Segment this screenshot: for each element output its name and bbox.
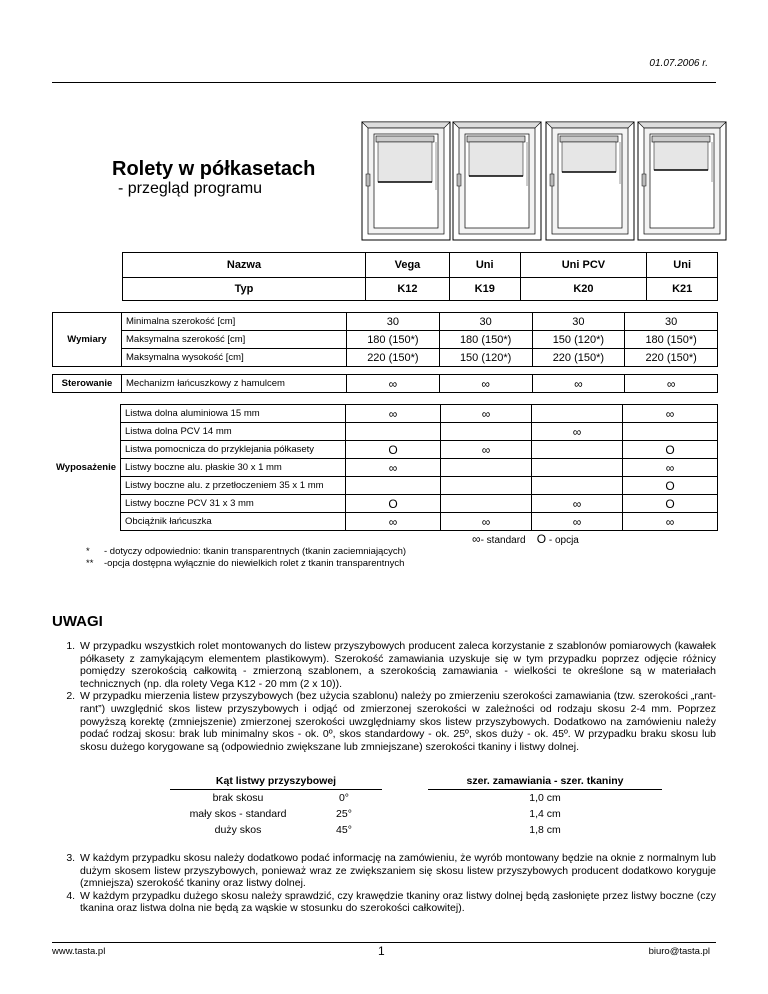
cell: ∞ (532, 495, 623, 513)
header-rule (52, 82, 716, 83)
type-col-1: K12 (366, 278, 450, 301)
row-label: Listwa dolna PCV 14 mm (121, 423, 346, 441)
blind-illustration-k12 (360, 120, 452, 242)
cell: ∞ (346, 405, 441, 423)
angle-name: brak skosu (212, 792, 264, 804)
angle-diff: 1,8 cm (529, 824, 561, 836)
cell: ∞ (532, 375, 625, 393)
group-wyposazenie: Wyposażenie (56, 462, 117, 473)
typ-label: Typ (123, 278, 366, 301)
cell: O (622, 477, 717, 495)
cell (441, 495, 532, 513)
angle-name: duży skos (214, 824, 262, 836)
cell: 220 (150*) (625, 349, 718, 367)
legend-standard-symbol: ∞ (472, 532, 481, 546)
cell: ∞ (622, 459, 717, 477)
uwagi-heading: UWAGI (52, 613, 103, 630)
cell: ∞ (441, 441, 532, 459)
row-label: Listwy boczne alu. płaskie 30 x 1 mm (121, 459, 346, 477)
cell: 150 (120*) (439, 349, 532, 367)
cell: O (346, 495, 441, 513)
uwagi-list-a (52, 640, 716, 753)
row-label: Mechanizm łańcuszkowy z hamulcem (122, 375, 347, 393)
cell: O (622, 495, 717, 513)
cell: ∞ (625, 375, 718, 393)
row-label: Maksymalna szerokość [cm] (122, 331, 347, 349)
blind-illustration-k20 (544, 120, 636, 242)
cell: ∞ (439, 375, 532, 393)
row-label: Minimalna szerokość [cm] (122, 313, 347, 331)
cell: 150 (120*) (532, 331, 625, 349)
cell (346, 423, 441, 441)
nazwa-label: Nazwa (123, 253, 366, 278)
cell (532, 405, 623, 423)
group-sterowanie: Sterowanie (53, 375, 122, 393)
cell: ∞ (441, 405, 532, 423)
document-subtitle: - przegląd programu (118, 180, 263, 197)
type-col-4: K21 (647, 278, 718, 301)
angle-table-wrap (170, 773, 662, 838)
cell: ∞ (346, 459, 441, 477)
cell: 30 (439, 313, 532, 331)
angle-header-right: szer. zamawiania - szer. tkaniny (428, 773, 662, 790)
row-label: Listwa pomocnicza do przyklejania półkasety (121, 441, 346, 459)
footnote-mark: * (86, 546, 90, 557)
cell: 220 (150*) (347, 349, 440, 367)
angle-value: 45° (336, 824, 352, 836)
footer-email: biuro@tasta.pl (648, 946, 710, 957)
cell: ∞ (347, 375, 440, 393)
uwagi-list-b (52, 852, 716, 915)
page-number: 1 (378, 944, 385, 958)
cell: ∞ (441, 513, 532, 531)
cell: 180 (150*) (439, 331, 532, 349)
footnote-text: -opcja dostępna wyłącznie do niewielkich rolet z tkanin transparentnych (104, 558, 405, 569)
legend-opcja-symbol: O (536, 532, 547, 546)
angle-header-left: Kąt listwy przyszybowej (170, 773, 382, 790)
cell (532, 477, 623, 495)
cell: ∞ (622, 405, 717, 423)
type-col-2: K19 (449, 278, 520, 301)
name-col-4: Uni (647, 253, 718, 278)
cell: O (622, 441, 717, 459)
blind-illustration-k19 (451, 120, 543, 242)
footnote-text: - dotyczy odpowiednio: tkanin transparentnych (tkanin zaciemniających) (104, 546, 407, 557)
angle-name: mały skos - standard (189, 808, 287, 820)
uwagi-item-2: 2. W przypadku mierzenia listew przyszybowych (bez użycia szablonu) należy po zmierzeniu szerokości zamawiania (tzw. szerokości „rant-rant”) uwzględnić skos listew przyszybowych i odjąć od zmierzonej szerokości w zależności od rodzaju skosu 2-4 mm. Poprzez powyższą korektę (zmniejszenie) zmierzonej szerokości uwzględniamy skos listew przyszybowych. Dodatkowo na zamówieniu należy podać rodzaj skosu: brak lub minimalny skos - ok. 0º, skos standardowy - ok. 25º, skos duży - ok. 45º. W przypadku braku skosu lub skosu dużego korygowane są (odpowiednio zwiększane lub zmniejszane) szerokości tkaniny i listwy dolnej. (78, 690, 716, 753)
cell: 220 (150*) (532, 349, 625, 367)
row-label: Maksymalna wysokość [cm] (122, 349, 347, 367)
wyposazenie-table (52, 404, 718, 531)
angle-diff: 1,4 cm (529, 808, 561, 820)
wymiary-table (52, 312, 718, 367)
name-col-2: Uni (449, 253, 520, 278)
cell (532, 441, 623, 459)
angle-table (170, 773, 662, 838)
cell: 180 (150*) (347, 331, 440, 349)
cell: 30 (625, 313, 718, 331)
cell (441, 459, 532, 477)
angle-value: 0° (338, 792, 350, 804)
type-col-3: K20 (520, 278, 647, 301)
angle-diff: 1,0 cm (529, 792, 561, 804)
name-col-3: Uni PCV (520, 253, 647, 278)
cell (441, 423, 532, 441)
name-col-1: Vega (366, 253, 450, 278)
cell: 30 (347, 313, 440, 331)
angle-value: 25° (336, 808, 352, 820)
document-date: 01.07.2006 r. (649, 58, 708, 69)
uwagi-item-3: 3. W każdym przypadku skosu należy dodatkowo podać informację na zamówieniu, że wyrób montowany będzie na oknie z normalnym lub dużym skosem listew przyszybowych, ponieważ wraz ze zwiększaniem się skosu listew przyszybowych producent dodatkowo koryguje (zmniejsza) szerokość tkaniny oraz listwy dolnej. (78, 852, 716, 890)
uwagi-item-1: 1. W przypadku wszystkich rolet montowanych do listew przyszybowych producent zaleca korzystanie z szablonów pomiarowych (kawałek półkasety z zamykającym elementem plastikowym). Szerokość zamawiania uzyskuje się w tym przypadku poprzez odjęcie różnicy pomiędzy szerokością całkowitą - zmierzoną szablonem, a szerokością zamawiania - wielkości te określone są w materiałach technicznych (np. dla rolety Vega K12 - 20 mm (2 x 10)). (78, 640, 716, 690)
cell: ∞ (346, 513, 441, 531)
footer-rule (52, 942, 716, 943)
footnotes (86, 546, 406, 570)
sterowanie-table (52, 374, 718, 393)
footnote-mark: ** (86, 558, 94, 569)
legend (472, 532, 579, 546)
cell (532, 459, 623, 477)
group-wymiary: Wymiary (53, 313, 122, 367)
row-label: Listwa dolna aluminiowa 15 mm (121, 405, 346, 423)
cell: O (346, 441, 441, 459)
cell (441, 477, 532, 495)
footer-website: www.tasta.pl (52, 946, 106, 957)
cell: ∞ (532, 513, 623, 531)
row-label: Listwy boczne PCV 31 x 3 mm (121, 495, 346, 513)
uwagi-item-4: 4. W każdym przypadku dużego skosu należy sprawdzić, czy krawędzie tkaniny oraz listwy dolnej będą zasłonięte przez listwy boczne (czy tkanina oraz listwa dolna nie będą za wąskie w stosunku do szerokości całkowitej). (78, 890, 716, 915)
legend-opcja-label: - opcja (546, 535, 579, 546)
row-label: Listwy boczne alu. z przetłoczeniem 35 x 1 mm (121, 477, 346, 495)
document-title: Rolety w półkasetach (112, 158, 316, 180)
cell (346, 477, 441, 495)
cell: ∞ (532, 423, 623, 441)
cell: ∞ (622, 513, 717, 531)
legend-standard-label: - standard (480, 535, 526, 546)
cell: 30 (532, 313, 625, 331)
cell (622, 423, 717, 441)
blind-illustration-k21 (636, 120, 728, 242)
model-header-table (122, 252, 718, 301)
cell: 180 (150*) (625, 331, 718, 349)
row-label: Obciążnik łańcuszka (121, 513, 346, 531)
